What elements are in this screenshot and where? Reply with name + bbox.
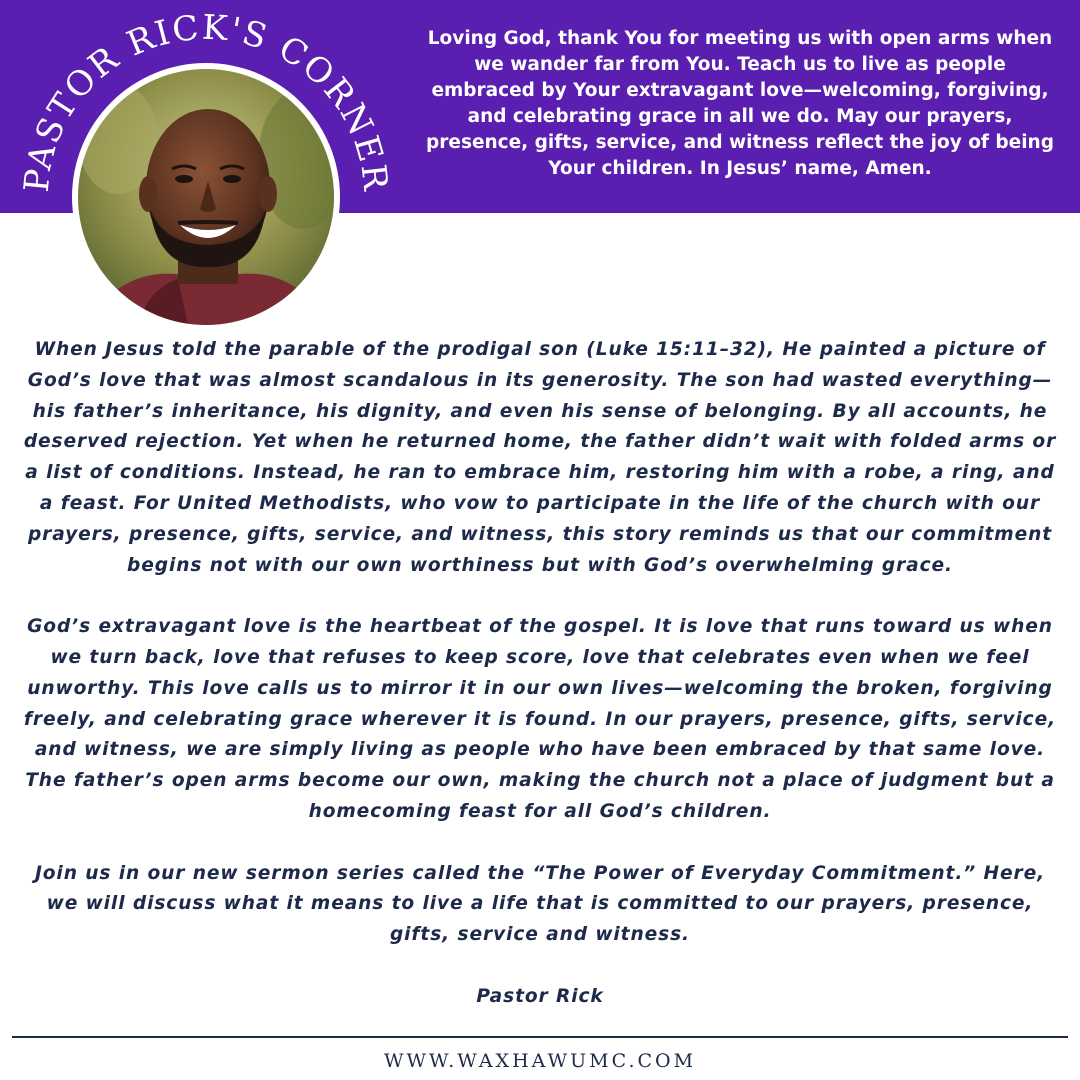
- page-title-text: PASTOR RICK'S CORNER: [16, 7, 396, 195]
- signature: Pastor Rick: [476, 985, 604, 1007]
- paragraph-1: When Jesus told the parable of the prodigal son (Luke 15:11–32), He painted a picture of God’s love that was almost scandalous in its generosity. The son had wasted everything—his father’s inheritance, his dignity, and even his sense of belonging. By all accounts, he deserved rejection. Yet when he returned home, the father didn’t wait with folded arms or a list of conditions. Instead, he ran to embrace him, restoring him with a robe, a ring, and a feast. For United Methodists, who vow to participate in the life of the church with our prayers, presence, gifts, service, and witness, this story reminds us that our commitment begins not with our own worthiness but with God’s overwhelming grace.: [23, 339, 1057, 576]
- paragraph-2: God’s extravagant love is the heartbeat of the gospel. It is love that runs toward us when we turn back, love that refuses to keep score, love that celebrates even when we feel unworthy. This love calls us to mirror it in our own lives—welcoming the broken, forgiving freely, and celebrating grace wherever it is found. In our prayers, presence, gifts, service, and witness, we are simply living as people who have been embraced by that same love. The father’s open arms become our own, making the church not a place of judgment but a homecoming feast for all God’s children.: [23, 616, 1057, 822]
- prayer-text: Loving God, thank You for meeting us with open arms when we wander far from You. Teach us to live as people embraced by Your extravagant love—welcoming, forgiving, and celebrating grace in all we do. May our prayers, presence, gifts, service, and witness reflect the joy of being Your children. In Jesus’ name, Amen.: [426, 28, 1054, 179]
- footer-divider: [12, 1036, 1068, 1038]
- paragraph-3: Join us in our new sermon series called the “The Power of Everyday Commitment.” Here, we will discuss what it means to live a life that is committed to our prayers, presence, gifts, service and witness.: [34, 862, 1046, 946]
- article-body: [20, 335, 1060, 1013]
- pastor-photo: [78, 69, 334, 325]
- website-link[interactable]: WWW.WAXHAWUMC.COM: [383, 1050, 697, 1072]
